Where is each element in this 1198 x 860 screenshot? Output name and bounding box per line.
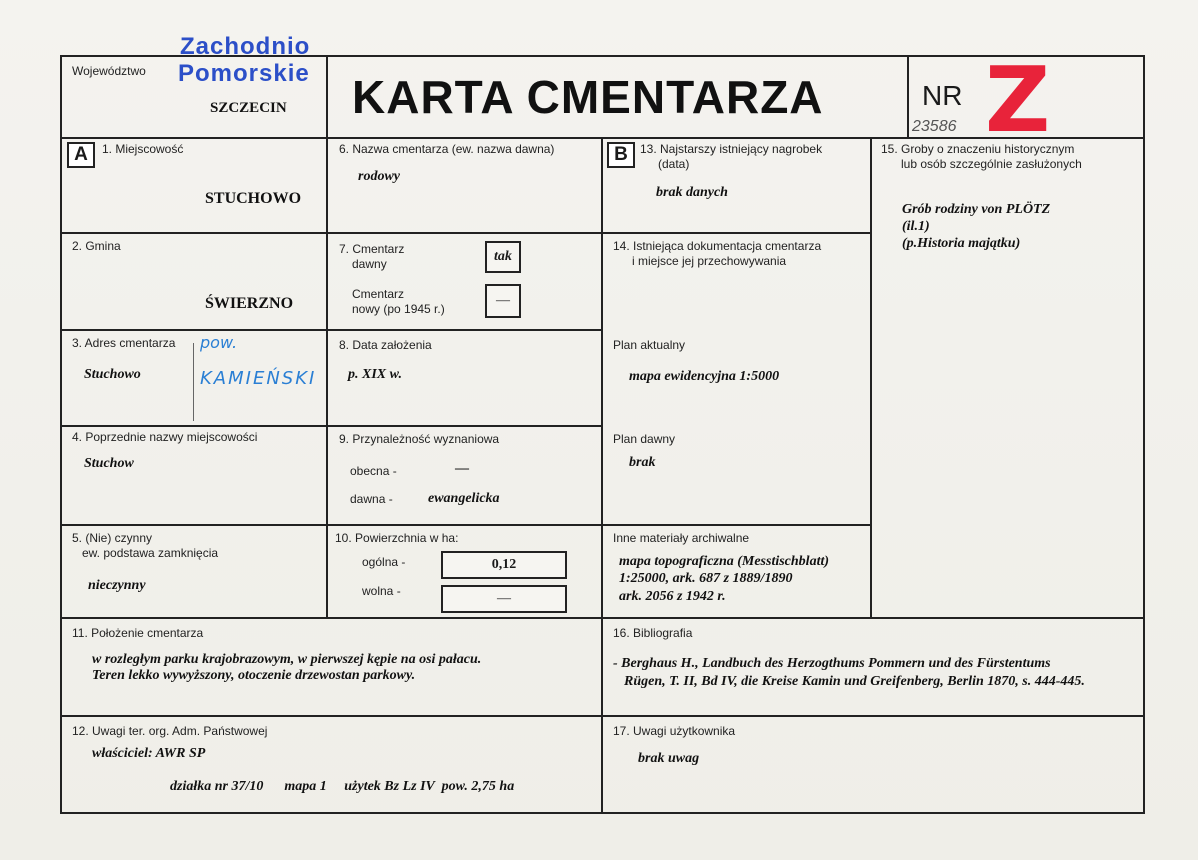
field-3-handwritten-1: pow. (200, 333, 238, 352)
field-9-obecna-label: obecna - (350, 464, 397, 478)
field-5-value: nieczynny (88, 578, 146, 593)
field-14-label-2: i miejsce jej przechowywania (632, 254, 787, 268)
field-16-label: 16. Bibliografia (613, 626, 693, 640)
field-13-label-2: (data) (658, 157, 690, 171)
field-16-line-1: - Berghaus H., Landbuch des Herzogthums Pommern und des Fürstentums (613, 656, 1051, 671)
address-divider (193, 343, 194, 421)
stamp-line-1: Zachodnio (180, 33, 311, 60)
field-13-value: brak danych (656, 185, 728, 200)
field-17-value: brak uwag (638, 751, 700, 766)
row-line (60, 715, 1145, 717)
field-12-line-2: działka nr 37/10 mapa 1 użytek Bz Lz IV pow. 2,75 ha (170, 779, 515, 794)
field-11-line-1: w rozległym parku krajobrazowym, w pierwszej kępie na osi pałacu. (92, 652, 482, 667)
field-10-wolna-value[interactable]: — (441, 585, 567, 613)
field-11-label: 11. Położenie cmentarza (72, 626, 204, 640)
field-14-label: 14. Istniejąca dokumentacja cmentarza (613, 239, 822, 253)
nr-value: Z (985, 48, 1051, 153)
field-15-line-2: (il.1) (902, 219, 930, 234)
field-15-line-3: (p.Historia majątku) (902, 236, 1021, 251)
field-8-label: 8. Data założenia (339, 338, 432, 352)
field-12-label: 12. Uwagi ter. org. Adm. Państwowej (72, 724, 268, 738)
field-10-ogolna-label: ogólna - (362, 555, 406, 569)
wojewodztwo-value: SZCZECIN (210, 100, 287, 116)
border-right (1143, 55, 1145, 814)
field-1-label: 1. Miejscowość (102, 142, 184, 156)
field-3-handwritten-2: KAMIEŃSKI (200, 368, 317, 389)
field-10-ogolna-value[interactable]: 0,12 (441, 551, 567, 579)
header-vsep-1 (326, 55, 328, 139)
col-sep-1 (326, 137, 328, 617)
field-2-value: ŚWIERZNO (205, 295, 294, 312)
row-line (60, 617, 1145, 619)
row-line (601, 232, 872, 234)
nr-handwritten: 23586 (912, 118, 957, 135)
field-4-value: Stuchow (84, 456, 134, 471)
row-line (60, 232, 603, 234)
field-9-label: 9. Przynależność wyznaniowa (339, 432, 500, 446)
field-16-line-2: Rügen, T. II, Bd IV, die Kreise Kamin und Greifenberg, Berlin 1870, s. 444-445. (624, 674, 1085, 689)
row-line (60, 329, 603, 331)
field-10-label: 10. Powierzchnia w ha: (335, 531, 459, 545)
field-3-label: 3. Adres cmentarza (72, 336, 176, 350)
field-15-label-2: lub osób szczególnie zasłużonych (901, 157, 1082, 171)
inne-materialy-line-3: ark. 2056 z 1942 r. (619, 589, 726, 604)
header-vsep-2 (907, 55, 909, 139)
border-left (60, 55, 62, 814)
field-1-value: STUCHOWO (205, 190, 302, 207)
inne-materialy-line-1: mapa topograficzna (Messtischblatt) (619, 554, 830, 569)
field-7-label-nowy: nowy (po 1945 r.) (352, 302, 445, 316)
inne-materialy-label: Inne materiały archiwalne (613, 531, 750, 545)
col-sep-2 (601, 137, 603, 813)
field-9-dawna-value: ewangelicka (428, 491, 500, 506)
nr-label: NR (922, 80, 963, 111)
field-6-label: 6. Nazwa cmentarza (ew. nazwa dawna) (339, 142, 555, 156)
section-a-letter: A (67, 142, 95, 168)
page-title: KARTA CMENTARZA (352, 71, 824, 123)
field-2-label: 2. Gmina (72, 239, 121, 253)
checkbox-nowy[interactable]: — (485, 284, 521, 318)
field-17-label: 17. Uwagi użytkownika (613, 724, 736, 738)
field-9-dawna-label: dawna - (350, 492, 393, 506)
field-6-value: rodowy (358, 169, 400, 184)
field-5-label: 5. (Nie) czynny (72, 531, 153, 545)
row-line (60, 425, 603, 427)
field-7-label-2: Cmentarz (352, 287, 405, 301)
field-9-obecna-value: — (455, 461, 469, 476)
plan-dawny-label: Plan dawny (613, 432, 676, 446)
wojewodztwo-label: Województwo (72, 64, 146, 78)
stamp-line-2: Pomorskie (178, 60, 310, 87)
field-15-line-1: Grób rodziny von PLÖTZ (902, 202, 1051, 217)
field-13-label: 13. Najstarszy istniejący nagrobek (640, 142, 823, 156)
field-11-line-2: Teren lekko wywyższony, otoczenie drzewostan parkowy. (92, 668, 416, 683)
field-5-label-2: ew. podstawa zamknięcia (82, 546, 219, 560)
field-8-value: p. XIX w. (348, 367, 402, 382)
row-line (60, 524, 603, 526)
field-7-label: 7. Cmentarz (339, 242, 405, 256)
checkbox-dawny[interactable]: tak (485, 241, 521, 273)
field-10-wolna-label: wolna - (362, 584, 401, 598)
field-4-label: 4. Poprzednie nazwy miejscowości (72, 430, 258, 444)
field-12-line-1: właściciel: AWR SP (92, 746, 206, 761)
section-b-letter: B (607, 142, 635, 168)
field-3-value: Stuchowo (84, 367, 141, 382)
field-15-label: 15. Groby o znaczeniu historycznym (881, 142, 1075, 156)
plan-aktualny-label: Plan aktualny (613, 338, 686, 352)
plan-dawny-value: brak (629, 455, 656, 470)
field-7-label-dawny: dawny (352, 257, 387, 271)
col-sep-3 (870, 137, 872, 619)
row-line (601, 524, 872, 526)
inne-materialy-line-2: 1:25000, ark. 687 z 1889/1890 (619, 571, 793, 586)
plan-aktualny-value: mapa ewidencyjna 1:5000 (629, 369, 780, 384)
